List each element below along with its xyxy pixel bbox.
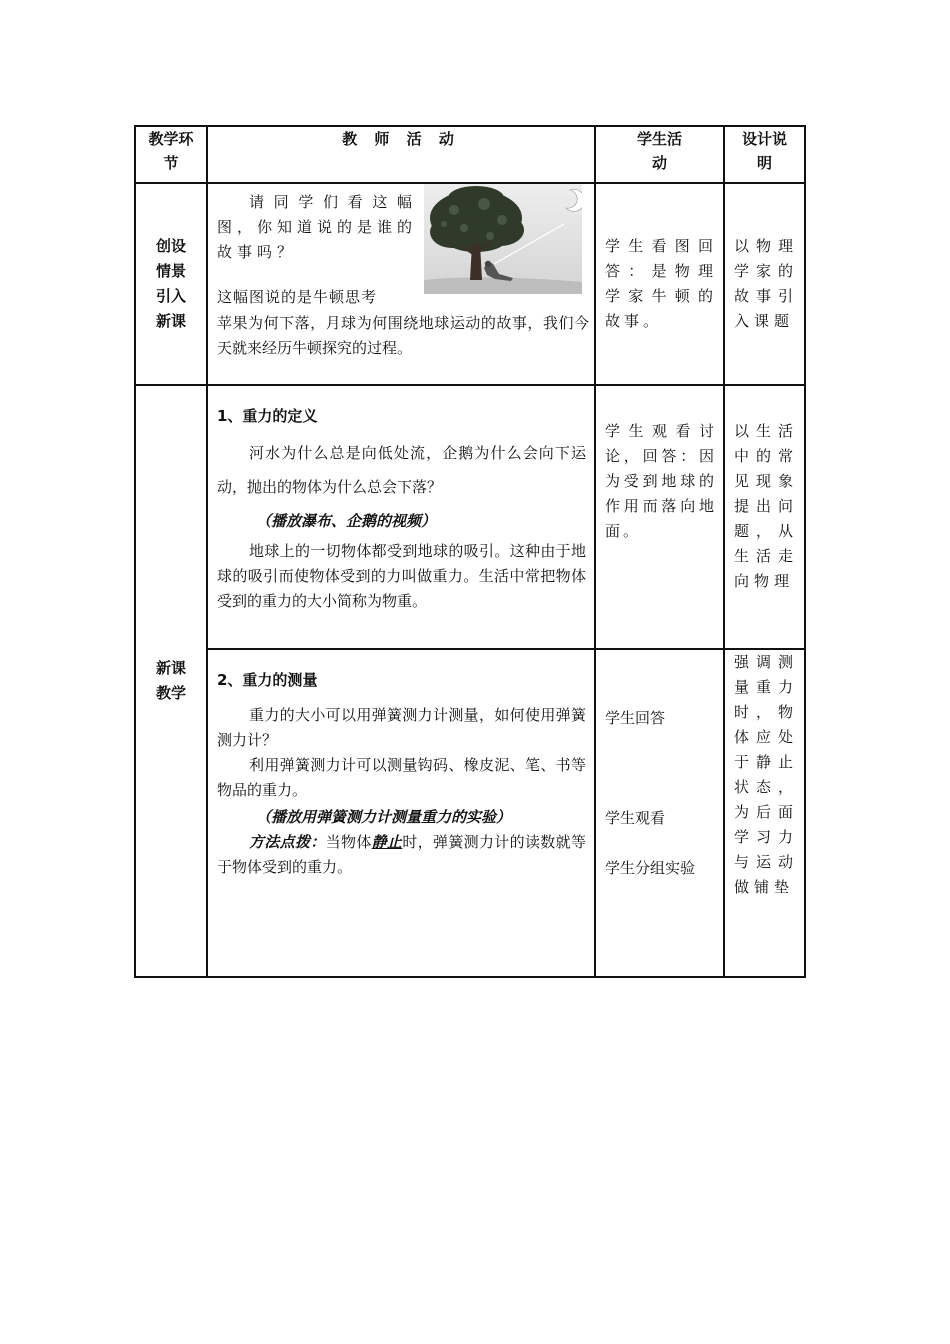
- section-heading-definition: 1、重力的定义: [217, 407, 318, 425]
- teacher-intro: [207, 183, 595, 385]
- student-measurement: [595, 649, 724, 977]
- student-intro-text: 学生看图回答：是物理学家牛顿的故事。: [605, 237, 717, 330]
- teacher-definition: [207, 385, 595, 649]
- design-definition-text: 以生活中的常见现象提出问题，从生活走向物理: [734, 422, 798, 590]
- design-definition: [724, 385, 805, 649]
- student-definition-text: 学生观看讨论，回答：因为受到地球的作用而落向地面。: [605, 422, 717, 540]
- intro-paragraph-1: 请同学们看这幅图，你知道说的是谁的故事吗？: [217, 193, 418, 261]
- header-design: 设计说明: [724, 126, 805, 183]
- design-measurement-text: 强调测量重力时，物体应处于静止状态，为后面学习力与运动做铺垫: [734, 653, 798, 896]
- design-intro-text: 以物理学家的故事引入课题: [734, 237, 798, 330]
- row-gravity-measurement: [135, 649, 805, 977]
- measurement-video-note: （播放用弹簧测力计测量重力的实验）: [256, 808, 512, 826]
- stage-intro-label: 创设情景引入新课: [155, 237, 186, 330]
- header-teacher: 教 师 活 动: [207, 126, 595, 183]
- design-measurement: [724, 649, 805, 977]
- intro-content: [208, 184, 594, 380]
- newton-tree-image: [424, 184, 582, 294]
- tip-text-a: 当物体: [325, 833, 372, 851]
- student-intro: [595, 183, 724, 385]
- header-row: [135, 126, 805, 183]
- measurement-question: 重力的大小可以用弹簧测力计测量，如何使用弹簧测力计？: [217, 706, 586, 749]
- header-student: 学生活动: [595, 126, 724, 183]
- student-definition: [595, 385, 724, 649]
- section-heading-measurement: 2、重力的测量: [217, 671, 318, 689]
- tip-text-b: 时，弹簧测力计的读数就等于物体受到的重力。: [217, 833, 586, 876]
- student-measurement-watch: 学生观看: [605, 809, 666, 827]
- intro-text: [217, 190, 417, 310]
- stage-new-lesson: [135, 385, 207, 977]
- stage-intro: [135, 183, 207, 385]
- intro-paragraph-2b: 苹果为何下落，月球为何围绕地球运动的故事，我们今天就来经历牛顿探究的过程。: [217, 314, 589, 357]
- measurement-tip: [217, 830, 586, 880]
- intro-paragraph-2a: 这幅图说的是牛顿思考: [217, 288, 378, 306]
- tip-keyword: 静止: [371, 833, 403, 851]
- stage-new-lesson-label: 新课教学: [155, 659, 186, 702]
- row-gravity-definition: [135, 385, 805, 649]
- lesson-plan-table: [134, 125, 806, 978]
- tip-label: 方法点拨：: [249, 833, 326, 851]
- definition-explanation: 地球上的一切物体都受到地球的吸引。这种由于地球的吸引而使物体受到的力叫做重力。生活中常把物体受到的重力的大小简称为物重。: [217, 542, 586, 610]
- measurement-items: 利用弹簧测力计可以测量钩码、橡皮泥、笔、书等物品的重力。: [217, 756, 586, 799]
- header-stage: 教学环节: [135, 126, 207, 183]
- design-intro: [724, 183, 805, 385]
- definition-question: 河水为什么总是向低处流，企鹅为什么会向下运动，抛出的物体为什么总会下落？: [217, 444, 586, 496]
- student-measurement-answer: 学生回答: [605, 709, 666, 727]
- definition-video-note: （播放瀑布、企鹅的视频）: [256, 512, 437, 530]
- student-measurement-experiment: 学生分组实验: [605, 859, 696, 877]
- row-intro: [135, 183, 805, 385]
- teacher-measurement: [207, 649, 595, 977]
